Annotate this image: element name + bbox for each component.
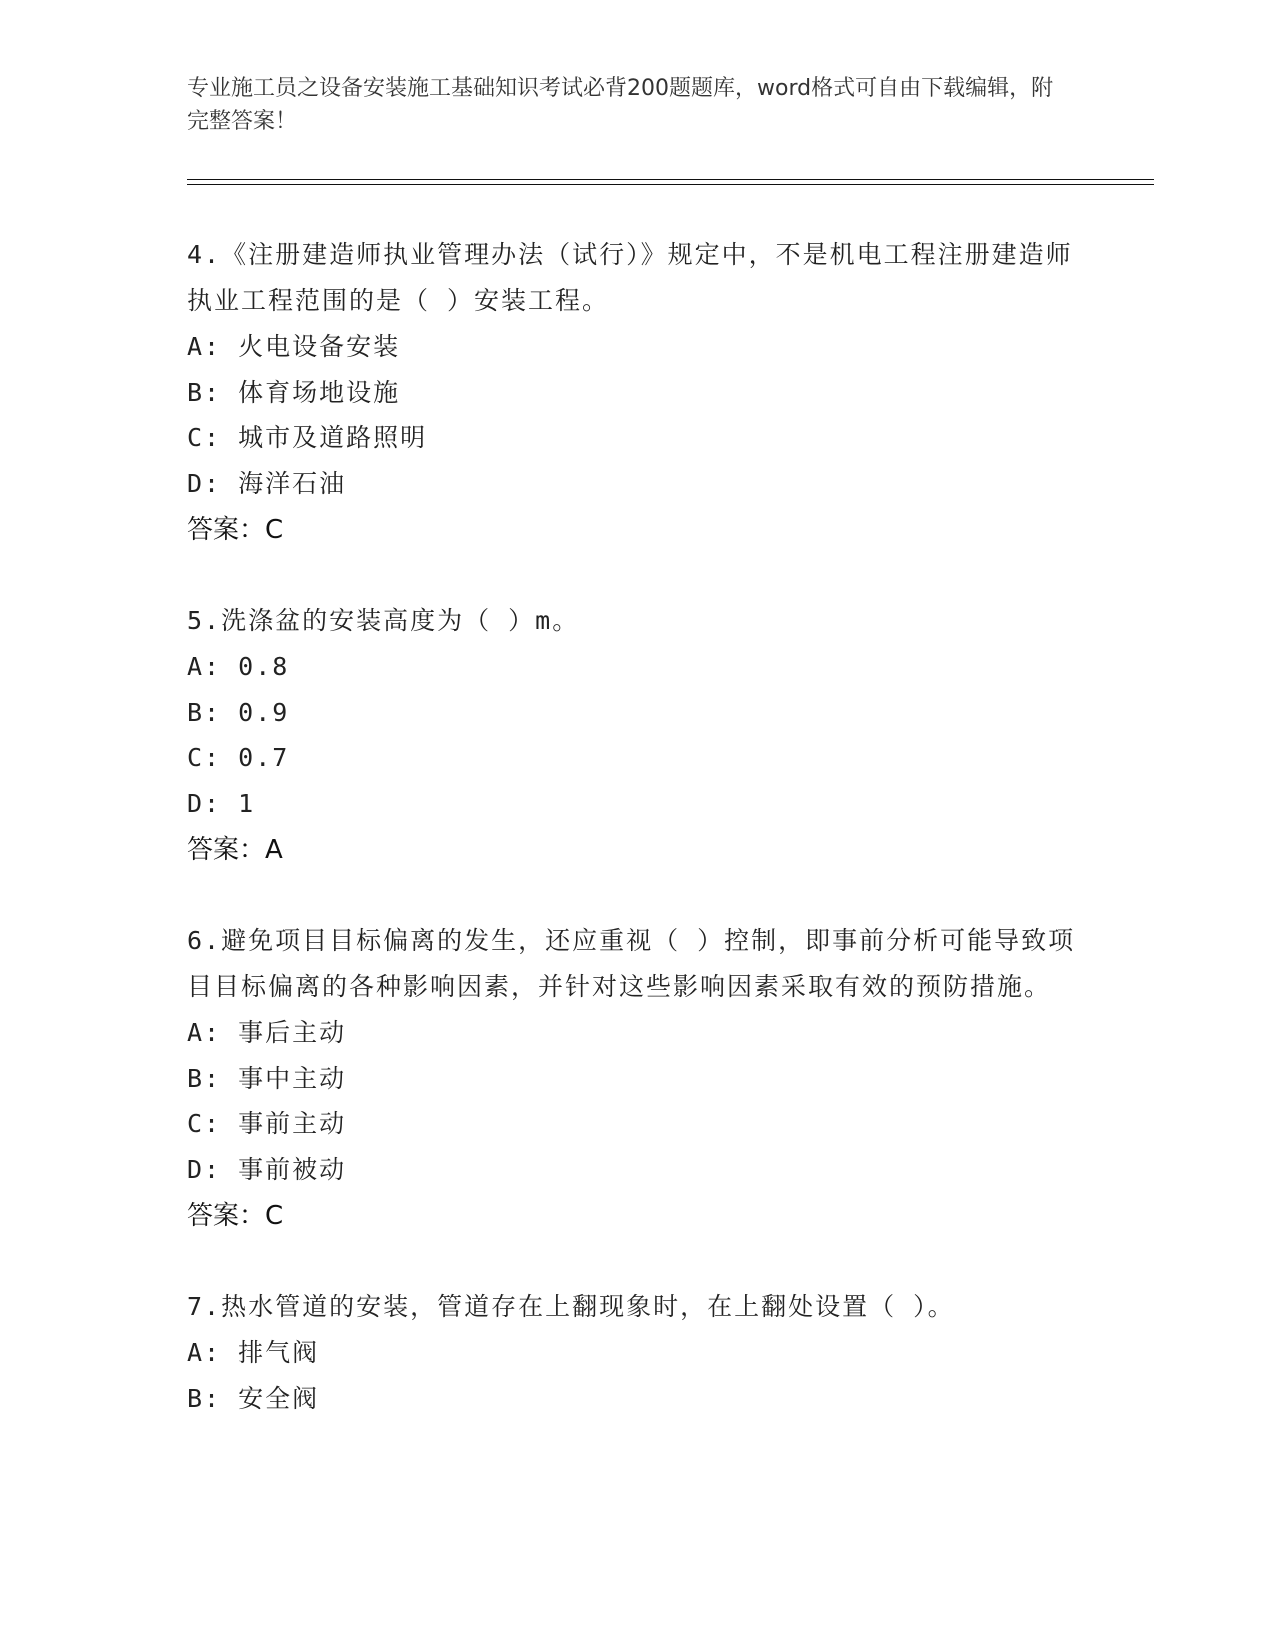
question-4 [187, 232, 1087, 553]
answer-line: 答案：C [187, 1201, 284, 1231]
question-list [187, 232, 1087, 1466]
option-c: C: 事前主动 [187, 1109, 347, 1138]
option-d: D: 事前被动 [187, 1154, 347, 1184]
question-5 [187, 598, 1087, 873]
option-a: A: 火电设备安装 [187, 332, 401, 361]
question-stem: 5.洗涤盆的安装高度为（ ）m。 [187, 606, 580, 635]
option-a: A: 事后主动 [187, 1018, 347, 1047]
question-6 [187, 918, 1087, 1239]
option-b: B: 体育场地设施 [187, 377, 401, 407]
header-rule-top [187, 179, 1154, 180]
option-b: B: 安全阀 [187, 1383, 320, 1413]
option-a: A: 排气阀 [187, 1338, 320, 1367]
question-stem: 7.热水管道的安装，管道存在上翻现象时，在上翻处设置（ ）。 [187, 1292, 955, 1321]
option-c: C: 城市及道路照明 [187, 423, 428, 452]
option-c: C: 0.7 [187, 743, 290, 772]
option-a: A: 0.8 [187, 652, 290, 681]
document-header: 专业施工员之设备安装施工基础知识考试必背200题题库，word格式可自由下载编辑，附完整答案！ [187, 76, 1054, 134]
question-stem: 4.《注册建造师执业管理办法（试行）》规定中，不是机电工程注册建造师执业工程范围的是（ ）安装工程。 [187, 240, 1073, 315]
question-7 [187, 1284, 1087, 1421]
question-stem: 6.避免项目目标偏离的发生，还应重视（ ）控制，即事前分析可能导致项目目标偏离的各种影响因素，并针对这些影响因素采取有效的预防措施。 [187, 926, 1076, 1001]
answer-line: 答案：C [187, 515, 284, 545]
option-d: D: 1 [187, 788, 256, 818]
option-d: D: 海洋石油 [187, 468, 347, 498]
option-b: B: 0.9 [187, 697, 290, 727]
option-b: B: 事中主动 [187, 1063, 347, 1093]
header-rule-bottom [187, 184, 1154, 185]
answer-line: 答案：A [187, 835, 283, 865]
